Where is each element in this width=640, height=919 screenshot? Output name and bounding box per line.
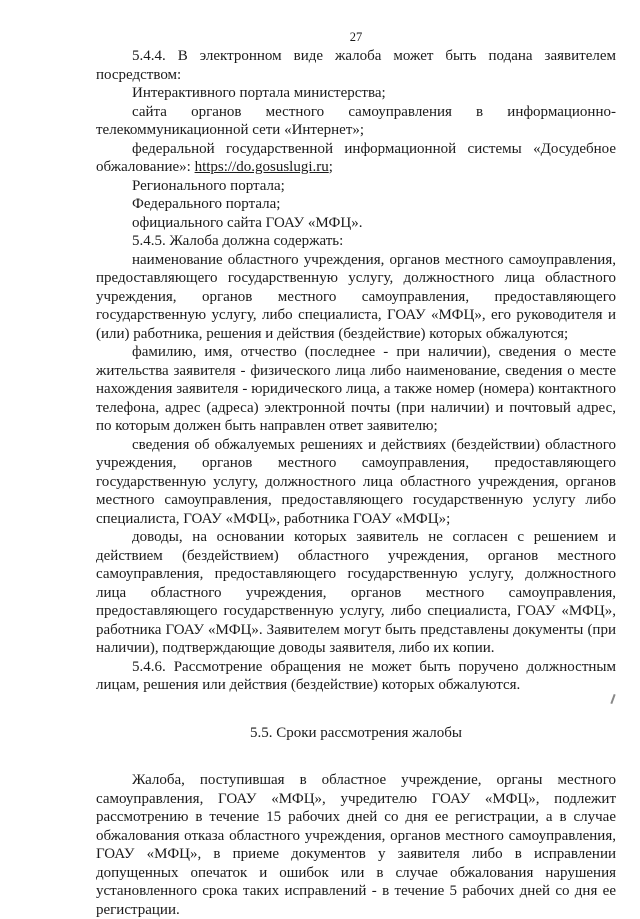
list-item-local-government-site: сайта органов местного самоуправления в информационно-телекоммуникационной сети «Интернет»; [96,103,616,138]
list-item-regional-portal: Регионального портала; [132,177,285,194]
list-item-applicant-details: фамилию, имя, отчество (последнее - при наличии), сведения о месте жительства заявителя - физического лица либо наименование, сведения о месте нахождения заявителя - юридического лица, а также номер (номера) контактного телефона, адрес (адреса) электронной почты (при наличии) и почтовый адрес, по которым должен быть направлен ответ заявителю; [96,344,616,434]
list-item-institution-name: наименование областного учреждения, органов местного самоуправления, предоставляющего государственную услугу, должностного лица областного учреждения, органов местного самоуправления, предоставляющего государственную услугу, либо специалиста, ГОАУ «МФЦ», его руководителя и (или) работника, решения и действия (бездействие) которых обжалуются; [96,251,616,342]
paragraph-5-4-4: 5.4.4. В электронном виде жалоба может быть подана заявителем посредством: [96,48,616,83]
federal-system-end: ; [328,159,333,175]
document-page [96,0,616,918]
gosuslugi-link[interactable]: https://do.gosuslugi.ru [194,159,329,175]
page-number: 27 [349,30,363,44]
paragraph-5-4-5: 5.4.5. Жалоба должна содержать: [132,233,344,249]
list-item-federal-system [96,140,616,177]
list-item-interactive-portal: Интерактивного портала министерства; [132,85,386,101]
list-item-official-site: официального сайта ГОАУ «МФЦ». [132,214,363,231]
paragraph-5-4-6: 5.4.6. Рассмотрение обращения не может быть поручено должностным лицам, решения или действия (бездействие) которых обжалуются. [96,658,616,693]
list-item-arguments: доводы, на основании которых заявитель не согласен с решением и действием (бездействием) областного учреждения, органов местного самоуправления, предоставляющего государственную услугу, должностного лица областного учреждения, органов местного самоуправления, предоставляющего государственную услугу, либо специалиста, ГОАУ «МФЦ», работника ГОАУ «МФЦ». Заявителем могут быть представлены документы (при наличии), подтверждающие доводы заявителя, либо их копии. [96,529,616,656]
list-item-federal-portal: Федерального портала; [132,196,281,212]
federal-system-text: федеральной государственной информационной системы «Досудебное обжалование»: [96,140,616,175]
paragraph-review-terms: Жалоба, поступившая в областное учреждение, органы местного самоуправления, ГОАУ «МФЦ», учредителю ГОАУ «МФЦ», подлежит рассмотрению в течение 15 рабочих дней со дня ее регистрации, а в случае обжалования отказа областного учреждения, органов местного самоуправления, ГОАУ «МФЦ», в приеме документов у заявителя либо в исправлении допущенных опечаток и ошибок или в случае обжалования нарушения установленного срока таких исправлений - в течение 5 рабочих дней со дня ее регистрации. [96,772,616,918]
section-heading: 5.5. Сроки рассмотрения жалобы [249,724,463,741]
list-item-appealed-decisions: сведения об обжалуемых решениях и действиях (бездействии) областного учреждения, органов местного самоуправления, предоставляющего государственную услугу, должностного лица областного учреждения, органов местного самоуправления, предоставляющего государственную услугу либо специалиста, ГОАУ «МФЦ», работника ГОАУ «МФЦ»; [96,436,616,527]
